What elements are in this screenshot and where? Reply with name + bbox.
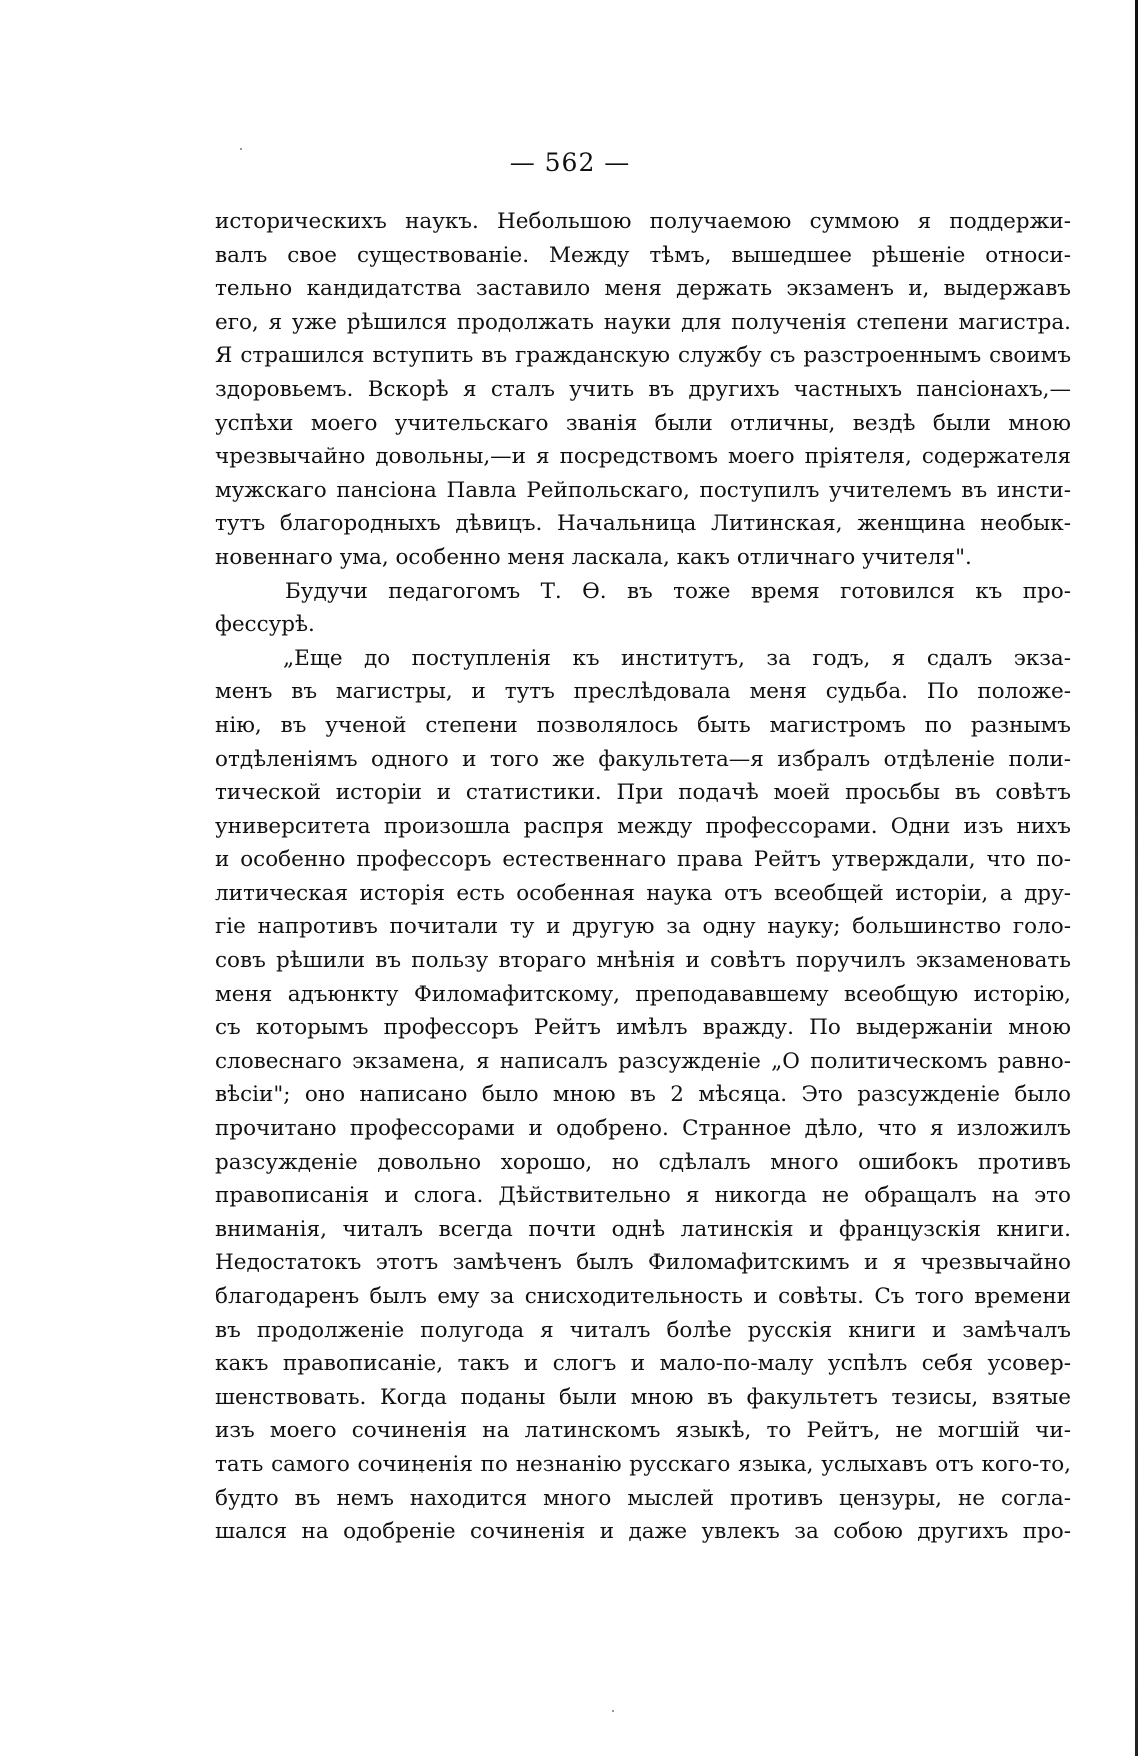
text-line: правописанія и слога. Дѣйствительно я никогда не обращалъ на это — [215, 1183, 1071, 1209]
text-line: шенствовать. Когда поданы были мною въ факультетъ тезисы, взятые — [215, 1384, 1071, 1410]
body-text — [215, 205, 1071, 1549]
text-line: какъ правописаніе, такъ и слогъ и мало-по-малу успѣлъ себя усовер- — [215, 1351, 1071, 1377]
text-line: разсужденіе довольно хорошо, но сдѣлалъ много ошибокъ противъ — [215, 1149, 1071, 1175]
text-line: литическая исторія есть особенная наука отъ всеобщей исторіи, а дру- — [215, 880, 1071, 906]
text-line: валъ свое существованіе. Между тѣмъ, вышедшее рѣшеніе относи- — [215, 242, 1071, 268]
scan-page-edge — [1135, 0, 1138, 1756]
page-number: — 562 — — [509, 148, 631, 177]
text-line: словеснаго экзамена, я написалъ разсужденіе „О политическомъ равно- — [215, 1048, 1071, 1074]
scan-speck — [612, 1710, 614, 1712]
text-line: будто въ немъ находится много мыслей противъ цензуры, не согла- — [215, 1485, 1071, 1511]
text-line: Недостатокъ этотъ замѣченъ былъ Филомафитскимъ и я чрезвычайно — [215, 1250, 1071, 1276]
text-line: вниманія, читалъ всегда почти однѣ латинскія и французскія книги. — [215, 1216, 1071, 1242]
text-line: въ продолженіе полугода я читалъ болѣе русскія книги и замѣчалъ — [215, 1317, 1071, 1343]
paragraph-start-line: Будучи педагогомъ Т. Ѳ. въ тоже время готовился къ про- — [285, 578, 1071, 604]
paragraph-start-line: „Еще до поступленія къ институтъ, за годъ, я сдалъ экза- — [283, 645, 1071, 671]
text-line: и особенно профессоръ естественнаго права Рейтъ утверждали, что по- — [215, 847, 1071, 873]
text-line: шался на одобреніе сочиненія и даже увлекъ за собою другихъ про- — [215, 1519, 1071, 1545]
text-line: гіе напротивъ почитали ту и другую за одну науку; большинство голо- — [215, 914, 1071, 940]
text-line: нію, въ ученой степени позволялось быть магистромъ по разнымъ — [215, 712, 1071, 738]
text-line: университета произошла распря между профессорами. Одни изъ нихъ — [215, 813, 1071, 839]
text-line: прочитано профессорами и одобрено. Странное дѣло, что я изложилъ — [215, 1116, 1071, 1142]
text-line: мужскаго пансіона Павла Рейпольскаго, поступилъ учителемъ въ инсти- — [215, 477, 1071, 503]
text-line: благодаренъ былъ ему за снисходительность и совѣты. Съ того времени — [215, 1284, 1071, 1309]
text-line: Я страшился вступить въ гражданскую службу съ разстроеннымъ своимъ — [215, 343, 1071, 369]
text-line: изъ моего сочиненія на латинскомъ языкѣ, то Рейтъ, не могшій чи- — [215, 1418, 1071, 1444]
text-line: здоровьемъ. Вскорѣ я сталъ учить въ другихъ частныхъ пансіонахъ,— — [215, 376, 1071, 402]
text-line: чрезвычайно довольны,—и я посредствомъ моего пріятеля, содержателя — [215, 444, 1071, 470]
text-line: тутъ благородныхъ дѣвицъ. Начальница Литинская, женщина необык- — [215, 511, 1071, 537]
text-line: отдѣленіямъ одного и того же факультета—я избралъ отдѣленіе поли- — [215, 746, 1071, 772]
text-line: успѣхи моего учительскаго званія были отличны, вездѣ были мною — [215, 410, 1071, 436]
text-line: новеннаго ума, особенно меня ласкала, какъ отличнаго учителя". — [215, 544, 972, 570]
text-line: тической исторіи и статистики. При подачѣ моей просьбы въ совѣтъ — [215, 780, 1071, 806]
text-line: его, я уже рѣшился продолжать науки для полученія степени магистра. — [215, 309, 1071, 335]
text-line: тельно кандидатства заставило меня держать экзаменъ и, выдержавъ — [215, 276, 1071, 302]
text-line: историческихъ наукъ. Небольшою получаемою суммою я поддержи- — [215, 209, 1071, 234]
text-line: менъ въ магистры, и тутъ преслѣдовала меня судьба. По положе- — [215, 679, 1071, 705]
text-line: совъ рѣшили въ пользу втораго мнѣнія и совѣтъ поручилъ экзаменовать — [215, 948, 1071, 974]
text-line: съ которымъ профессоръ Рейтъ имѣлъ вражду. По выдержаніи мною — [215, 1015, 1071, 1041]
text-line: тать самого сочиненія по незнанію русскаго языка, услыхавъ отъ кого-то, — [215, 1451, 1071, 1477]
text-line: фессурѣ. — [215, 612, 315, 638]
text-line: меня адъюнкту Филомафитскому, преподававшему всеобщую исторію, — [215, 981, 1071, 1007]
text-line: вѣсіи"; оно написано было мною въ 2 мѣсяца. Это разсужденіе было — [215, 1082, 1071, 1108]
